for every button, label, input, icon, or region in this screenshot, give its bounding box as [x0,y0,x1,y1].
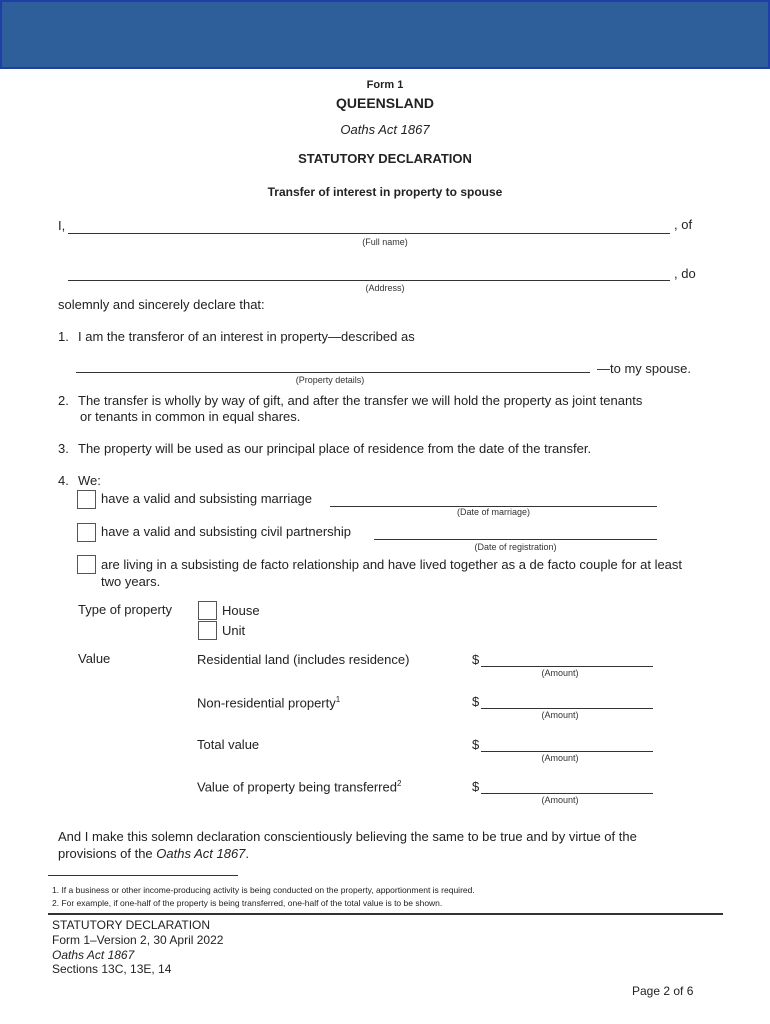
non-residential-label: Non-residential property$^1$ [197,695,341,711]
page-subtitle: Transfer of interest in property to spouse [267,185,503,199]
item-2-number: 2. [58,393,69,408]
registration-date-hint: (Date of registration) [474,542,557,552]
footer-sections: Sections 13C, 13E, 14 [52,962,172,976]
full-name-field[interactable] [68,233,670,234]
house-checkbox[interactable] [198,601,217,620]
marriage-date-hint: (Date of marriage) [456,507,531,517]
total-amount-field[interactable] [481,751,653,752]
residential-amount-hint: (Amount) [541,668,579,678]
page-title: STATUTORY DECLARATION [298,151,472,166]
state-title: QUEENSLAND [335,95,434,111]
full-name-hint: (Full name) [362,237,408,247]
footer-act: Oaths Act 1867 [52,948,135,962]
footer-version: Form 1–Version 2, 30 April 2022 [52,933,224,947]
unit-checkbox[interactable] [198,621,217,640]
to-spouse-text: —to my spouse. [597,361,691,376]
item-2-line2: or tenants in common in equal shares. [80,409,301,424]
footnote-2: 2. For example, if one-half of the property is being transferred, one-half of the total value is to be shown. [52,898,443,908]
registration-date-field[interactable] [374,539,657,540]
item-3-text: The property will be used as our principal place of residence from the date of the transfer. [78,441,592,456]
de-facto-line1: are living in a subsisting de facto relationship and have lived together as a de facto couple for at least [101,557,683,572]
value-label: Value [78,651,111,666]
transferred-amount-hint: (Amount) [541,795,579,805]
we-label: We: [78,473,101,488]
property-details-field[interactable] [76,372,590,373]
page-number: Page 2 of 6 [632,984,694,998]
act-title: Oaths Act 1867 [340,122,430,137]
non-residential-amount-field[interactable] [481,708,653,709]
item-2-line1: The transfer is wholly by way of gift, and after the transfer we will hold the property as joint tenants [78,393,643,408]
form-number: Form 1 [366,79,404,91]
transferred-amount-field[interactable] [481,793,653,794]
property-type-label: Type of property [78,602,172,617]
non-residential-amount-hint: (Amount) [541,710,579,720]
total-value-label: Total value [197,737,260,752]
total-currency: $ [472,737,480,752]
item-1-number: 1. [58,329,69,344]
address-hint: (Address) [365,283,405,293]
residential-currency: $ [472,652,480,667]
footnote-divider [48,875,238,876]
civil-partnership-checkbox[interactable] [77,523,96,542]
total-amount-hint: (Amount) [541,753,579,763]
marriage-checkbox[interactable] [77,490,96,509]
item-1-text: I am the transferor of an interest in property—described as [78,329,415,344]
footer-divider [48,913,723,915]
of-label: , of [674,217,693,232]
de-facto-line2: two years. [101,574,161,589]
address-field[interactable] [68,280,670,281]
footnote-1: 1. If a business or other income-producing activity is being conducted on the property, apportionment is required. [52,885,475,895]
residential-amount-field[interactable] [481,666,653,667]
closing-line2: provisions of the Oaths Act 1867. [58,846,250,861]
unit-label: Unit [222,623,246,638]
marriage-label: have a valid and subsisting marriage [101,491,313,506]
civil-partnership-label: have a valid and subsisting civil partnership [101,524,352,539]
closing-line1: And I make this solemn declaration conscientiously believing the same to be true and by virtue of the [58,829,637,844]
de-facto-checkbox[interactable] [77,555,96,574]
i-label: I, [58,218,66,233]
property-details-hint: (Property details) [295,375,365,385]
header-banner [0,0,770,69]
item-4-number: 4. [58,473,69,488]
transferred-value-label: Value of property being transferred$^2$ [197,779,402,795]
non-residential-currency: $ [472,694,480,709]
item-3-number: 3. [58,441,69,456]
footer-title: STATUTORY DECLARATION [52,918,211,932]
declare-text: solemnly and sincerely declare that: [58,297,265,312]
transferred-currency: $ [472,779,480,794]
do-label: , do [674,266,696,281]
residential-label: Residential land (includes residence) [197,652,410,667]
house-label: House [222,603,260,618]
